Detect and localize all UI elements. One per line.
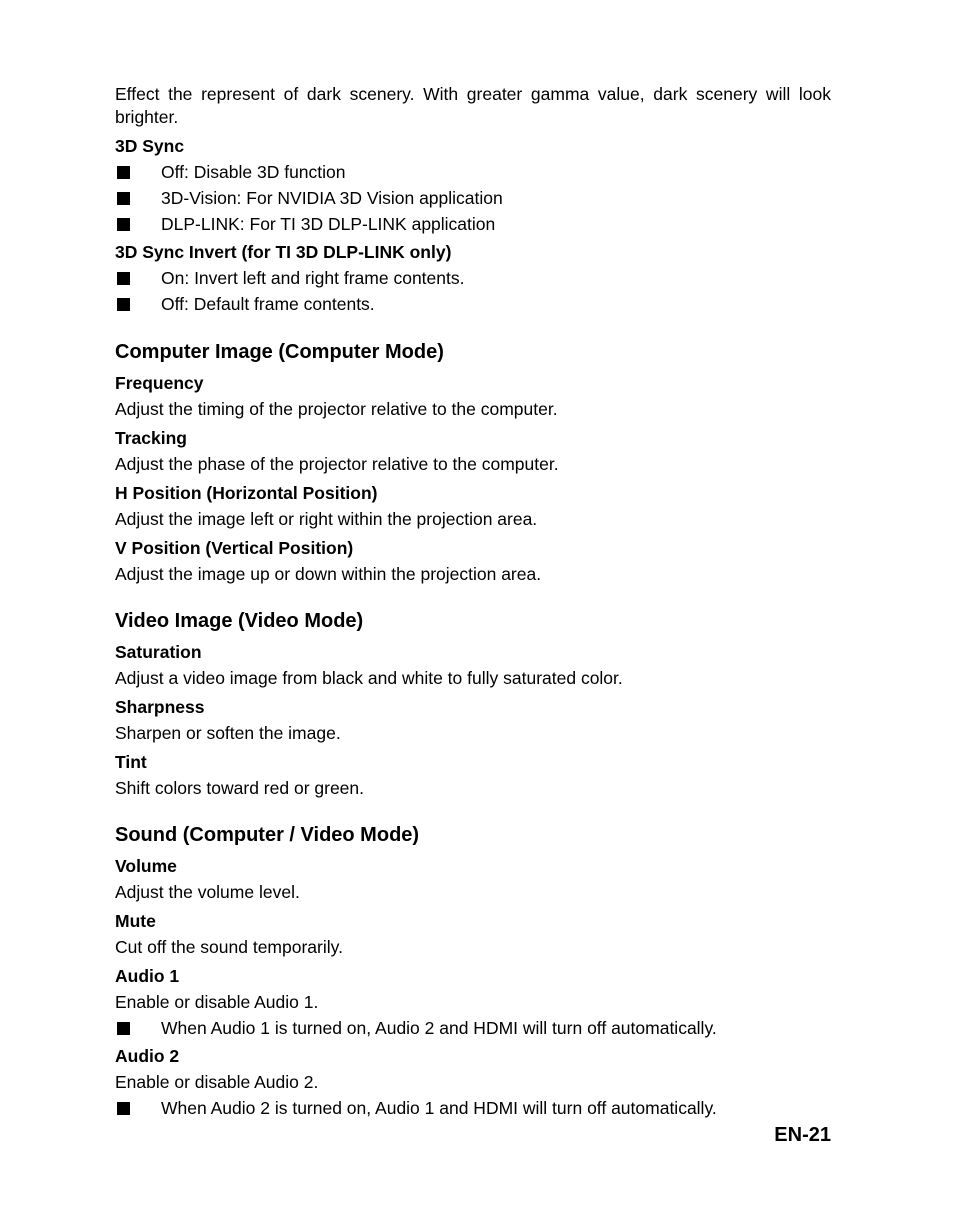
list-item	[115, 293, 831, 316]
h-position-text: Adjust the image left or right within the projection area.	[115, 509, 538, 529]
audio2-title: Audio 2	[115, 1046, 180, 1066]
list-item	[115, 1097, 831, 1120]
volume-title: Volume	[115, 856, 177, 876]
list-item-text: 3D-Vision: For NVIDIA 3D Vision application	[161, 188, 503, 208]
saturation-text: Adjust a video image from black and white to fully saturated color.	[115, 668, 623, 688]
manual-page	[115, 83, 831, 1125]
frequency-text: Adjust the timing of the projector relative to the computer.	[115, 399, 558, 419]
audio1-notes	[115, 1017, 831, 1040]
v-position-title: V Position (Vertical Position)	[115, 538, 354, 558]
sync-invert-list	[115, 267, 831, 316]
tint-text: Shift colors toward red or green.	[115, 778, 365, 798]
list-item	[115, 1017, 831, 1040]
list-item	[115, 161, 831, 184]
square-bullet-icon	[117, 272, 130, 285]
tint-title: Tint	[115, 752, 147, 772]
square-bullet-icon	[117, 298, 130, 311]
mute-title: Mute	[115, 911, 156, 931]
page-number: EN-21	[774, 1124, 831, 1146]
audio1-text: Enable or disable Audio 1.	[115, 992, 319, 1012]
sync-list	[115, 161, 831, 236]
list-item	[115, 267, 831, 290]
list-item-text: DLP-LINK: For TI 3D DLP-LINK application	[161, 214, 496, 234]
square-bullet-icon	[117, 1102, 130, 1115]
h-position-title: H Position (Horizontal Position)	[115, 483, 378, 503]
list-item-text: When Audio 1 is turned on, Audio 2 and HDMI will turn off automatically.	[161, 1018, 717, 1038]
square-bullet-icon	[117, 166, 130, 179]
list-item-text: Off: Default frame contents.	[161, 294, 375, 314]
square-bullet-icon	[117, 192, 130, 205]
gamma-description: Effect the represent of dark scenery. With greater gamma value, dark scenery will look brighter.	[115, 84, 831, 127]
list-item-text: Off: Disable 3D function	[161, 162, 346, 182]
frequency-title: Frequency	[115, 373, 204, 393]
tracking-text: Adjust the phase of the projector relative to the computer.	[115, 454, 559, 474]
v-position-text: Adjust the image up or down within the projection area.	[115, 564, 542, 584]
square-bullet-icon	[117, 218, 130, 231]
sync-title: 3D Sync	[115, 136, 185, 156]
sharpness-text: Sharpen or soften the image.	[115, 723, 341, 743]
video-image-heading: Video Image (Video Mode)	[115, 610, 364, 632]
sync-invert-title: 3D Sync Invert (for TI 3D DLP-LINK only)	[115, 242, 452, 262]
volume-text: Adjust the volume level.	[115, 882, 300, 902]
list-item-text: When Audio 2 is turned on, Audio 1 and HDMI will turn off automatically.	[161, 1098, 717, 1118]
computer-image-heading: Computer Image (Computer Mode)	[115, 341, 444, 363]
audio2-notes	[115, 1097, 831, 1120]
square-bullet-icon	[117, 1022, 130, 1035]
sharpness-title: Sharpness	[115, 697, 205, 717]
sound-heading: Sound (Computer / Video Mode)	[115, 824, 420, 846]
list-item	[115, 213, 831, 236]
audio1-title: Audio 1	[115, 966, 180, 986]
audio2-text: Enable or disable Audio 2.	[115, 1072, 319, 1092]
list-item-text: On: Invert left and right frame contents.	[161, 268, 465, 288]
tracking-title: Tracking	[115, 428, 187, 448]
mute-text: Cut off the sound temporarily.	[115, 937, 343, 957]
list-item	[115, 187, 831, 210]
saturation-title: Saturation	[115, 642, 202, 662]
